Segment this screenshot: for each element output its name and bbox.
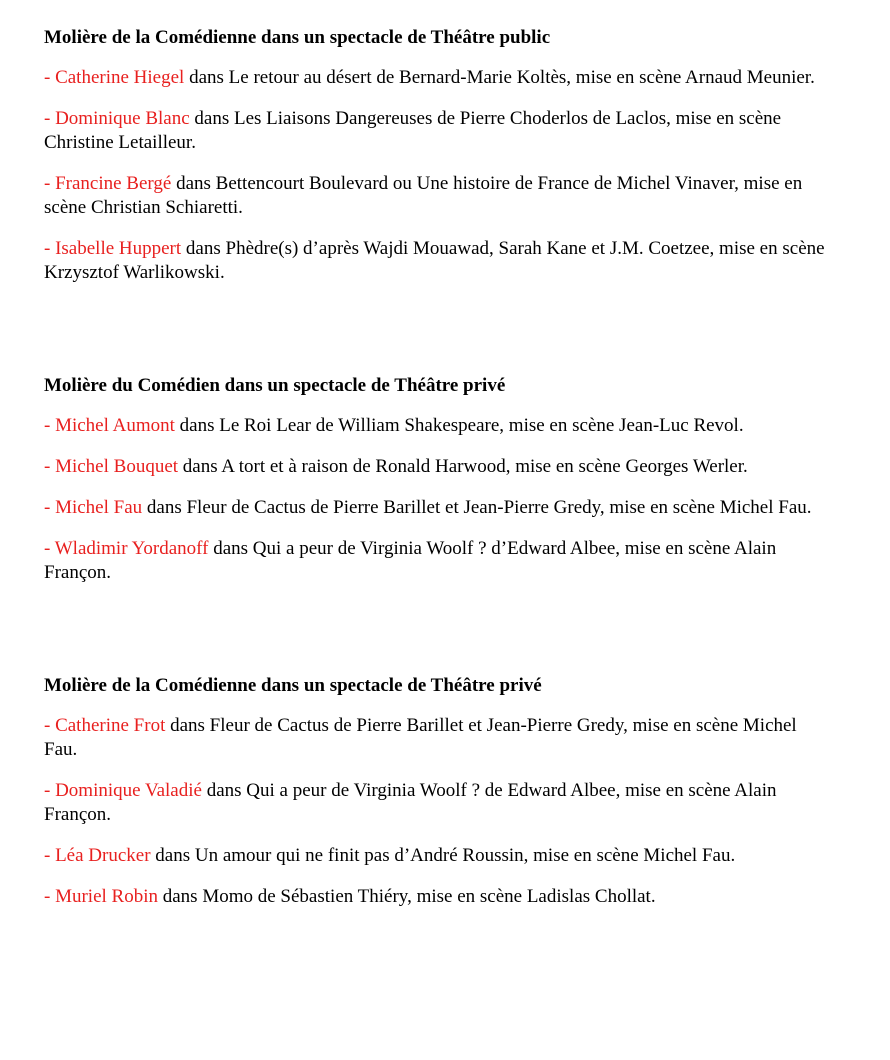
nominee-entry bbox=[44, 107, 830, 155]
nominee-name: - Dominique Valadié bbox=[44, 780, 202, 801]
nominee-entry bbox=[44, 66, 830, 90]
nominee-description: dans Qui a peur de Virginia Woolf ? d’Edward Albee, mise en scène Alain Françon. bbox=[44, 538, 777, 583]
nominee-entry bbox=[44, 414, 830, 438]
nominee-name: - Léa Drucker bbox=[44, 845, 151, 866]
nominee-entry bbox=[44, 885, 830, 909]
nominee-name: - Catherine Frot bbox=[44, 715, 166, 736]
nominee-name: - Dominique Blanc bbox=[44, 108, 190, 129]
nominee-description: dans Les Liaisons Dangereuses de Pierre Choderlos de Laclos, mise en scène Christine Letailleur. bbox=[44, 108, 782, 153]
section-comedien-theatre-prive bbox=[44, 374, 830, 585]
nominee-description: dans Fleur de Cactus de Pierre Barillet et Jean-Pierre Gredy, mise en scène Michel Fau. bbox=[142, 497, 812, 518]
section-title: Molière du Comédien dans un spectacle de Théâtre privé bbox=[44, 375, 506, 396]
nominee-name: - Isabelle Huppert bbox=[44, 238, 182, 259]
nominee-description: dans Le retour au désert de Bernard-Marie Koltès, mise en scène Arnaud Meunier. bbox=[184, 67, 815, 88]
nominee-entry bbox=[44, 779, 830, 827]
nominee-name: - Wladimir Yordanoff bbox=[44, 538, 209, 559]
section-comedienne-theatre-public bbox=[44, 26, 830, 285]
nominee-description: dans Fleur de Cactus de Pierre Barillet et Jean-Pierre Gredy, mise en scène Michel Fau. bbox=[44, 715, 797, 760]
nominee-name: - Muriel Robin bbox=[44, 886, 158, 907]
nominee-name: - Michel Aumont bbox=[44, 415, 175, 436]
nominee-description: dans Momo de Sébastien Thiéry, mise en scène Ladislas Chollat. bbox=[158, 886, 656, 907]
nominee-entry bbox=[44, 844, 830, 868]
nominee-name: - Francine Bergé bbox=[44, 173, 172, 194]
nominee-description: dans Bettencourt Boulevard ou Une histoire de France de Michel Vinaver, mise en scène Christian Schiaretti. bbox=[44, 173, 803, 218]
nominee-entry bbox=[44, 496, 830, 520]
nominee-description: dans A tort et à raison de Ronald Harwood, mise en scène Georges Werler. bbox=[178, 456, 748, 477]
section-title: Molière de la Comédienne dans un spectacle de Théâtre public bbox=[44, 27, 551, 48]
nominee-description: dans Qui a peur de Virginia Woolf ? de Edward Albee, mise en scène Alain Françon. bbox=[44, 780, 777, 825]
nominee-name: - Catherine Hiegel bbox=[44, 67, 185, 88]
nominee-entry bbox=[44, 714, 830, 762]
nominee-entry bbox=[44, 172, 830, 220]
nominee-entry bbox=[44, 537, 830, 585]
section-title: Molière de la Comédienne dans un spectacle de Théâtre privé bbox=[44, 675, 542, 696]
nominee-entry bbox=[44, 237, 830, 285]
section-comedienne-theatre-prive bbox=[44, 674, 830, 909]
nominee-entry bbox=[44, 455, 830, 479]
nominee-name: - Michel Fau bbox=[44, 497, 143, 518]
nominee-description: dans Le Roi Lear de William Shakespeare, mise en scène Jean-Luc Revol. bbox=[174, 415, 744, 436]
nominee-description: dans Phèdre(s) d’après Wajdi Mouawad, Sarah Kane et J.M. Coetzee, mise en scène Krzysztof Warlikowski. bbox=[44, 238, 825, 283]
nominee-description: dans Un amour qui ne finit pas d’André Roussin, mise en scène Michel Fau. bbox=[150, 845, 736, 866]
nominee-name: - Michel Bouquet bbox=[44, 456, 179, 477]
